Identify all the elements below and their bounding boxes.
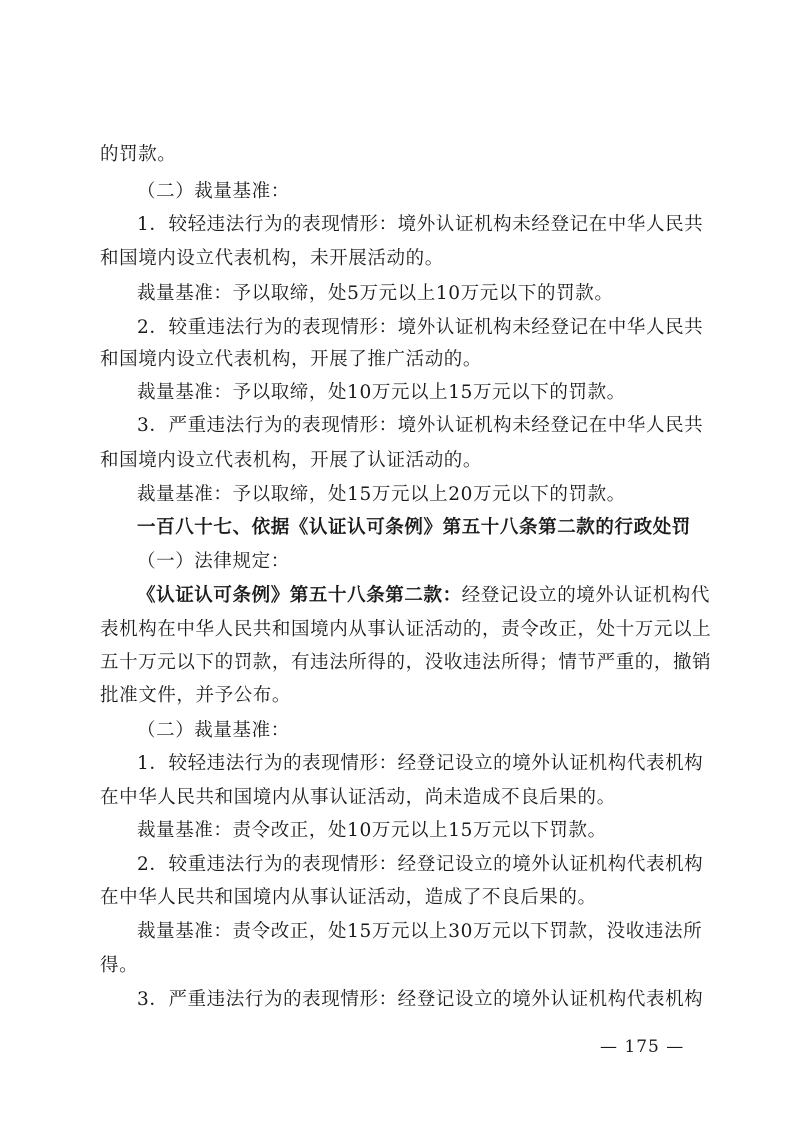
text-line: 在中华人民共和国境内从事认证活动，造成了不良后果的。 <box>100 887 597 908</box>
section-heading: （一）法律规定： <box>137 551 290 572</box>
text-line: 表机构在中华人民共和国境内从事认证活动的，责令改正，处十万元以上 <box>100 619 712 640</box>
text-line: 2．较重违法行为的表现情形：境外认证机构未经登记在中华人民共 <box>137 317 704 338</box>
law-paragraph-line <box>137 584 711 608</box>
text-line: 五十万元以下的罚款，有违法所得的，没收违法所得；情节严重的，撤销 <box>100 652 712 673</box>
text-line: 和国境内设立代表机构，开展了推广活动的。 <box>100 349 483 370</box>
section-heading: （二）裁量基准： <box>137 720 290 741</box>
text-line: 裁量基准：责令改正，处10万元以上15万元以下罚款。 <box>137 820 607 841</box>
text-line: 得。 <box>100 955 139 976</box>
text-line: 3．严重违法行为的表现情形：经登记设立的境外认证机构代表机构 <box>137 989 704 1010</box>
text-line: 裁量基准：责令改正，处15万元以上30万元以下罚款，没收违法所 <box>137 921 703 942</box>
text-line: 3．严重违法行为的表现情形：境外认证机构未经登记在中华人民共 <box>137 415 704 436</box>
text-line: 2．较重违法行为的表现情形：经登记设立的境外认证机构代表机构 <box>137 854 704 875</box>
text-line: 裁量基准：予以取缔，处10万元以上15万元以下的罚款。 <box>137 382 626 403</box>
article-heading: 一百八十七、依据《认证认可条例》第五十八条第二款的行政处罚 <box>137 517 691 538</box>
law-citation: 《认证认可条例》第五十八条第二款： <box>137 585 462 606</box>
text-line: 在中华人民共和国境内从事认证活动，尚未造成不良后果的。 <box>100 787 616 808</box>
text-line: 和国境内设立代表机构，开展了认证活动的。 <box>100 450 483 471</box>
law-text: 经登记设立的境外认证机构代 <box>461 585 711 606</box>
text-line: 1．较轻违法行为的表现情形：境外认证机构未经登记在中华人民共 <box>137 214 704 235</box>
text-line: 批准文件，并予公布。 <box>100 685 292 706</box>
page-number: — 175 — <box>600 1037 685 1057</box>
section-heading: （二）裁量基准： <box>137 181 290 202</box>
text-line: 的罚款。 <box>100 144 177 165</box>
text-line: 1．较轻违法行为的表现情形：经登记设立的境外认证机构代表机构 <box>137 753 704 774</box>
text-line: 裁量基准：予以取缔，处5万元以上10万元以下的罚款。 <box>137 283 614 304</box>
text-line: 裁量基准：予以取缔，处15万元以上20万元以下的罚款。 <box>137 484 626 505</box>
text-line: 和国境内设立代表机构，未开展活动的。 <box>100 248 444 269</box>
